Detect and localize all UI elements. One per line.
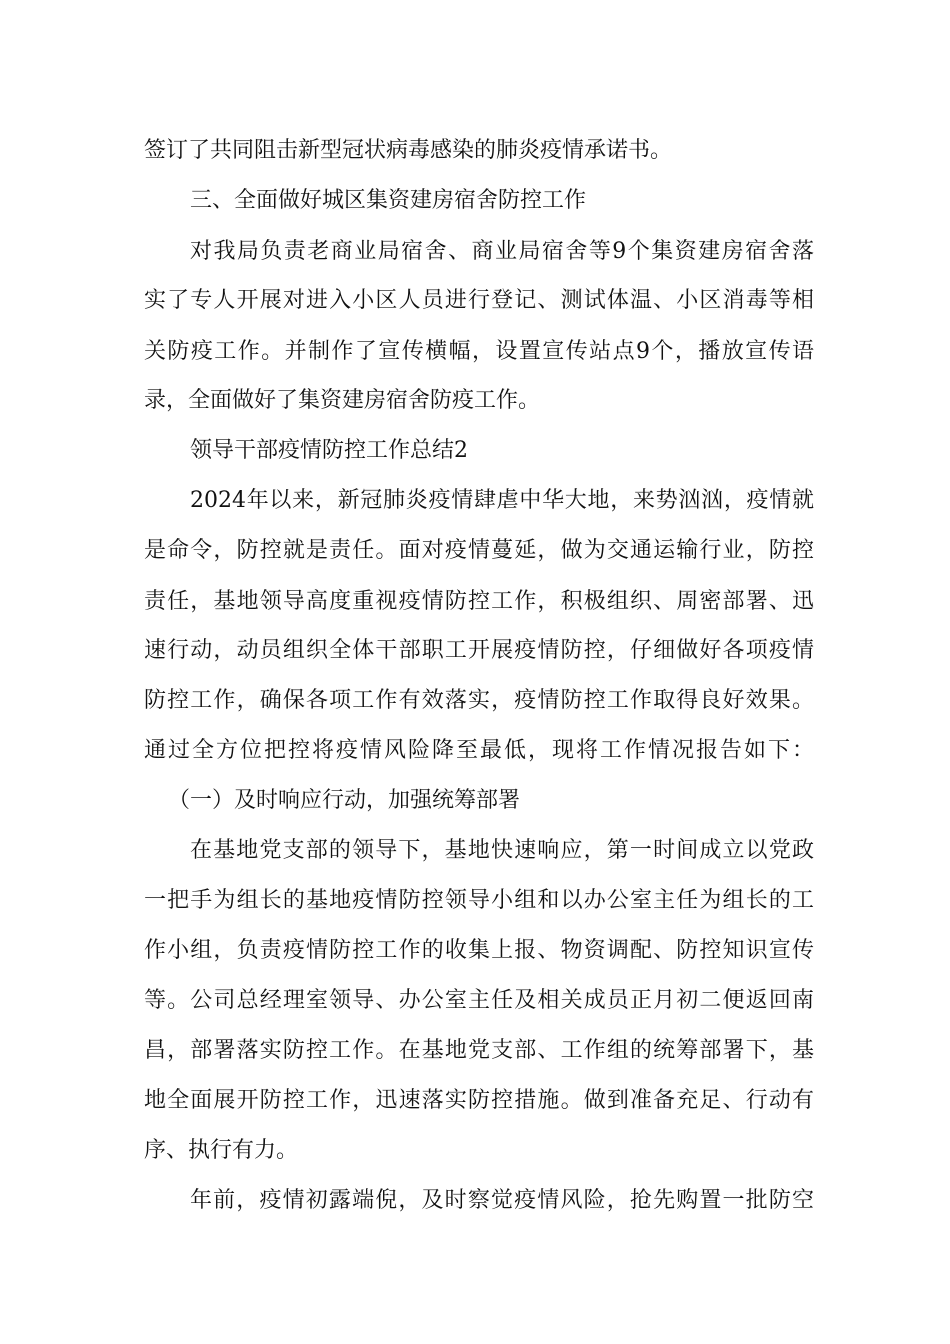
paragraph-line: 录，全面做好了集资建房宿舍防疫工作。 [144,388,541,413]
paragraph-line: 序、执行有力。 [144,1138,299,1163]
paragraph-line: 年前，疫情初露端倪，及时察觉疫情风险，抢先购置一批防空 [190,1188,814,1213]
paragraph-line: 一把手为组长的基地疫情防控领导小组和以办公室主任为组长的工 [144,888,814,913]
paragraph-line: 签订了共同阻击新型冠状病毒感染的肺炎疫情承诺书。 [144,138,673,163]
section-heading: 三、全面做好城区集资建房宿舍防控工作 [190,188,587,213]
section-heading: （一）及时响应行动，加强统筹部署 [168,788,521,813]
paragraph-line: 关防疫工作。并制作了宣传横幅，设置宣传站点9个，播放宣传语 [144,339,814,364]
paragraph-line: 作小组，负责疫情防控工作的收集上报、物资调配、防控知识宣传 [144,938,814,963]
paragraph-line: 地全面展开防控工作，迅速落实防控措施。做到准备充足、行动有 [144,1088,814,1113]
paragraph-line: 防控工作，确保各项工作有效落实，疫情防控工作取得良好效果。 [144,688,814,713]
paragraph-line: 在基地党支部的领导下，基地快速响应，第一时间成立以党政 [190,838,814,863]
paragraph-line: 责任，基地领导高度重视疫情防控工作，积极组织、周密部署、迅 [144,589,814,614]
paragraph-line: 速行动，动员组织全体干部职工开展疫情防控，仔细做好各项疫情 [144,638,814,663]
paragraph-line: 昌，部署落实防控工作。在基地党支部、工作组的统筹部署下，基 [144,1038,814,1063]
document-subtitle: 领导干部疫情防控工作总结2 [190,438,468,463]
paragraph-line: 2024年以来，新冠肺炎疫情肆虐中华大地，来势汹汹，疫情就 [190,488,814,513]
paragraph-line: 实了专人开展对进入小区人员进行登记、测试体温、小区消毒等相 [144,288,814,313]
paragraph-line: 等。公司总经理室领导、办公室主任及相关成员正月初二便返回南 [144,988,814,1013]
paragraph-line: 通过全方位把控将疫情风险降至最低，现将工作情况报告如下： [144,738,814,763]
paragraph-line: 是命令，防控就是责任。面对疫情蔓延，做为交通运输行业，防控 [144,538,814,563]
paragraph-line: 对我局负责老商业局宿舍、商业局宿舍等9个集资建房宿舍落 [190,239,814,264]
